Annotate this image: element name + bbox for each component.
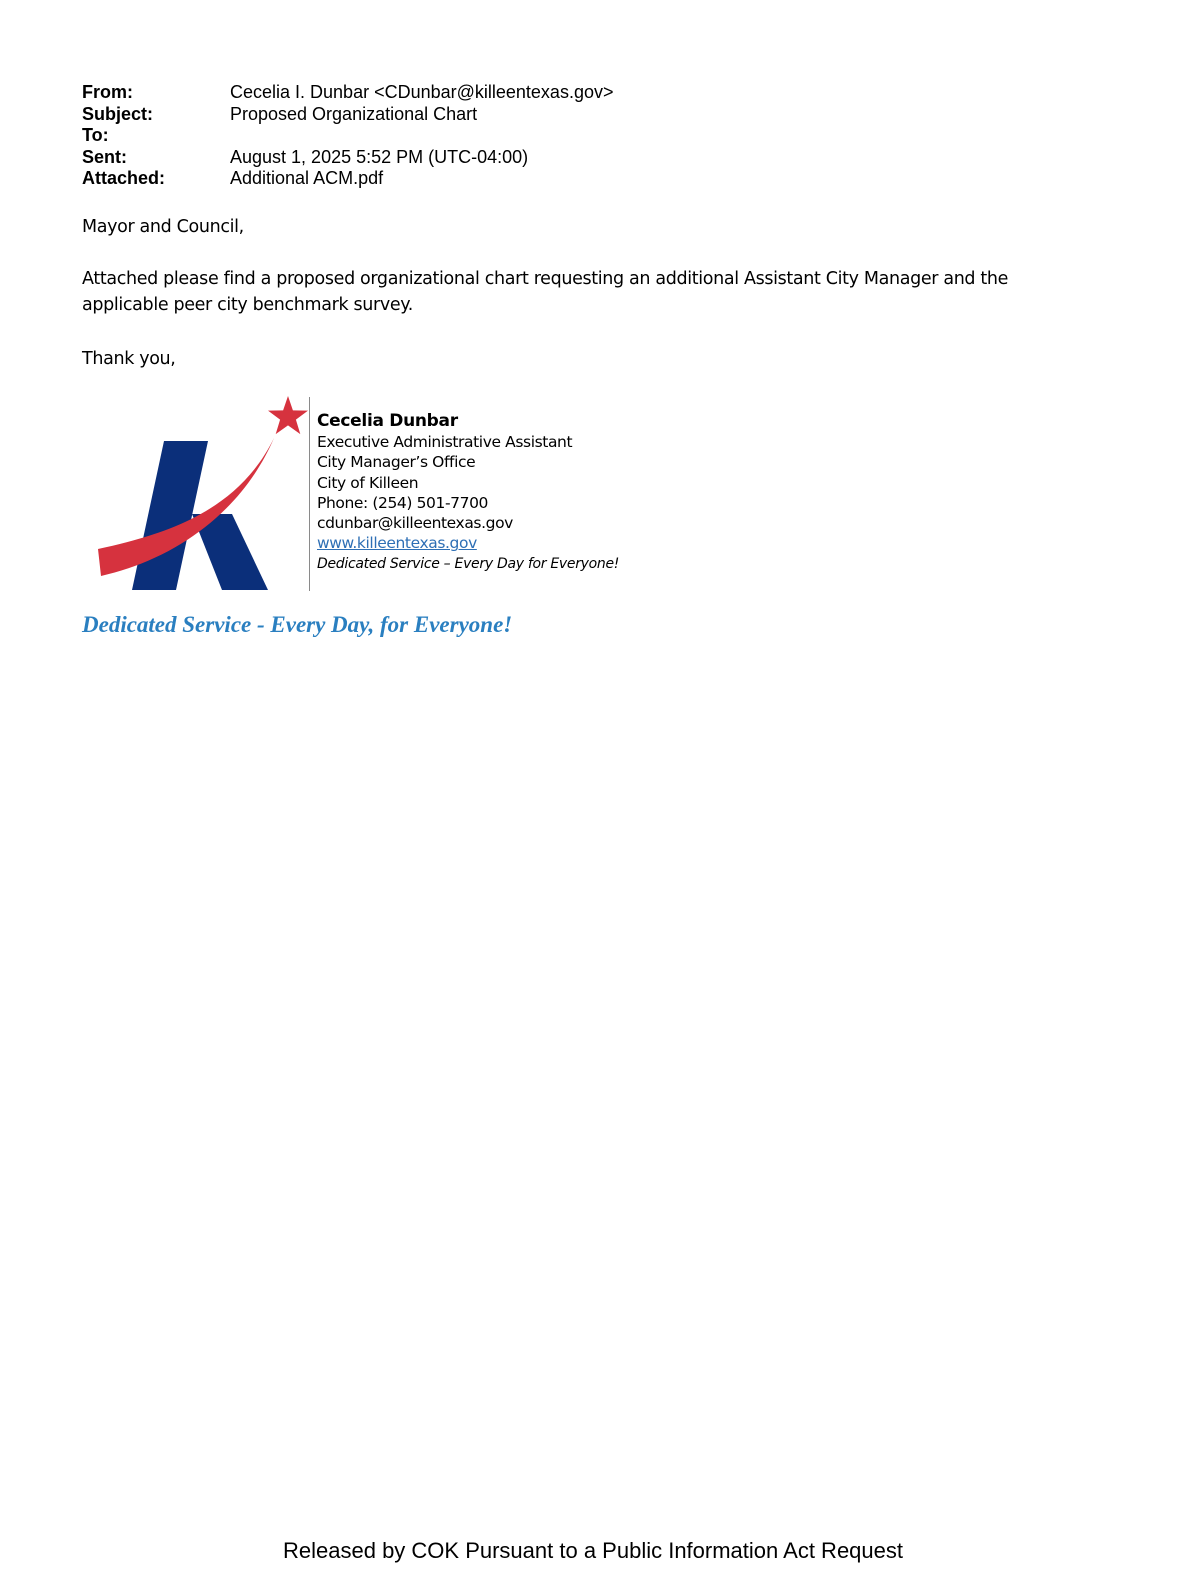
message-line-1: Attached please find a proposed organizational chart requesting an additional Assistant City Manager and the — [82, 269, 1009, 289]
subject-value: Proposed Organizational Chart — [230, 103, 478, 124]
attachment-name[interactable]: Additional ACM.pdf — [230, 168, 384, 188]
sent-row — [82, 147, 613, 169]
signature-divider — [309, 397, 310, 591]
email-header — [82, 82, 613, 190]
subject-row — [82, 104, 613, 126]
sent-label: Sent: — [82, 146, 127, 167]
signature-name: Cecelia Dunbar — [317, 411, 458, 431]
signature-block — [317, 410, 619, 574]
sent-value: August 1, 2025 5:52 PM (UTC-04:00) — [230, 146, 529, 167]
signature-phone: Phone: (254) 501-7700 — [317, 493, 488, 512]
signature-title: Executive Administrative Assistant — [317, 433, 573, 451]
closing: Thank you, — [82, 349, 176, 369]
tagline: Dedicated Service - Every Day, for Everyone! — [82, 612, 513, 637]
from-value: Cecelia I. Dunbar <CDunbar@killeentexas.gov> — [230, 82, 614, 102]
signature-email: cdunbar@killeentexas.gov — [317, 514, 513, 533]
signature-office: City Manager’s Office — [317, 453, 476, 472]
logo-star-icon — [268, 396, 308, 434]
signature-organization: City of Killeen — [317, 473, 419, 492]
subject-label: Subject: — [82, 103, 154, 124]
from-row — [82, 82, 613, 104]
message-paragraph — [82, 266, 1008, 318]
to-label: To: — [82, 125, 109, 145]
message-line-2: applicable peer city benchmark survey. — [82, 295, 413, 315]
attached-row — [82, 168, 613, 190]
signature-website-link[interactable]: www.killeentexas.gov — [317, 534, 477, 553]
greeting: Mayor and Council, — [82, 217, 244, 237]
to-row — [82, 125, 613, 147]
from-label: From: — [82, 82, 133, 102]
city-of-killeen-k-logo — [96, 396, 308, 594]
signature-motto: Dedicated Service – Every Day for Everyone! — [317, 555, 620, 572]
attached-label: Attached: — [82, 168, 166, 188]
release-footer: Released by COK Pursuant to a Public Information Act Request — [283, 1538, 903, 1563]
